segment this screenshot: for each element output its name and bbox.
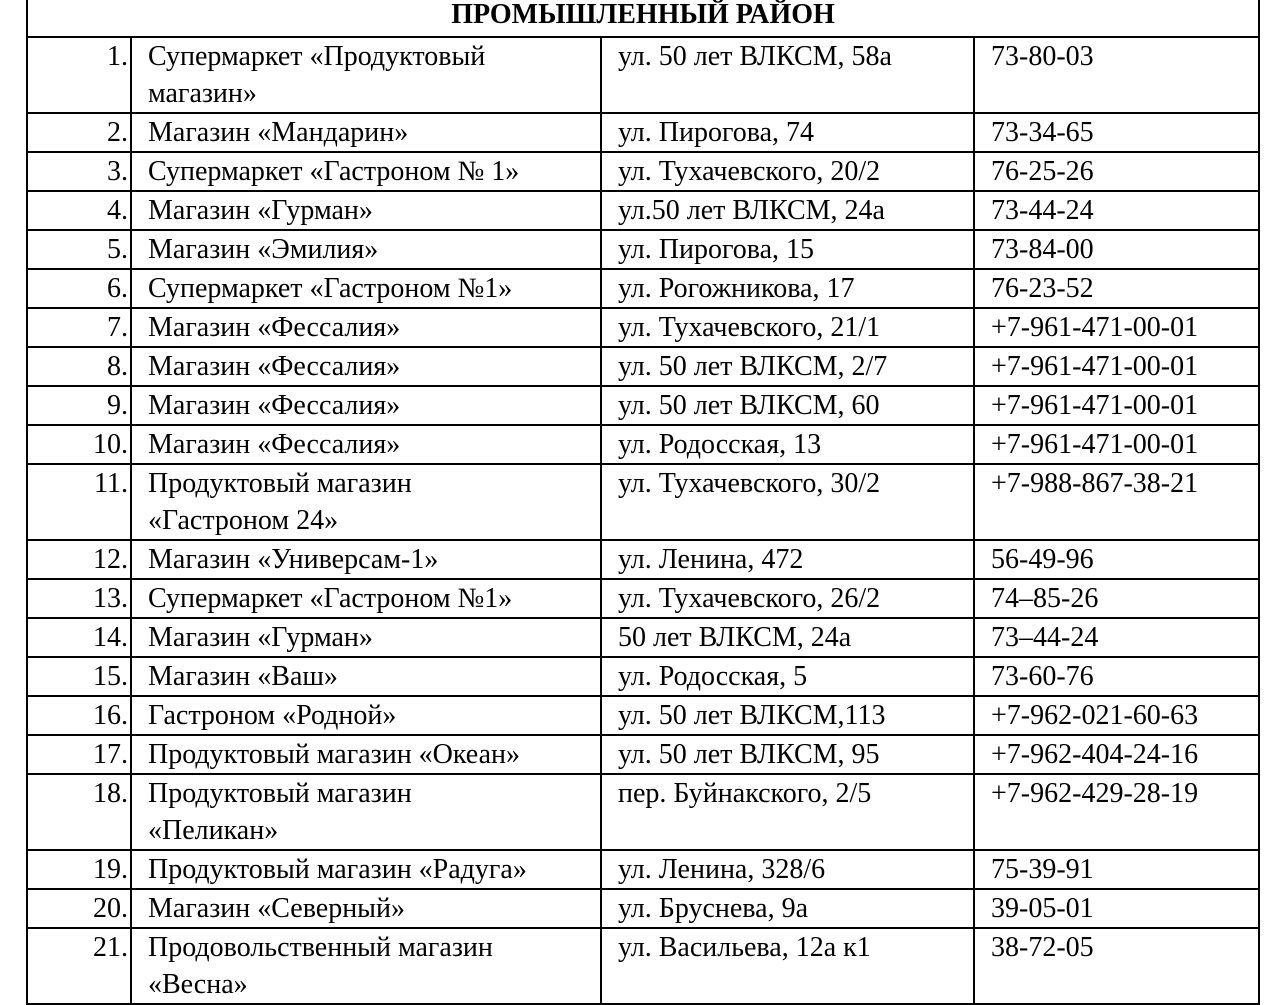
shop-phone: 73-80-03 xyxy=(974,37,1259,113)
shop-name: Магазин «Мандарин» xyxy=(131,113,601,152)
row-number: 11. xyxy=(27,464,131,540)
shop-address: ул. Васильева, 12а к1 xyxy=(601,928,974,1004)
shop-name: Гастроном «Родной» xyxy=(131,696,601,735)
row-number: 16. xyxy=(27,696,131,735)
row-number: 20. xyxy=(27,889,131,928)
table-row xyxy=(27,889,1259,928)
table-row xyxy=(27,928,1259,1004)
table-row xyxy=(27,308,1259,347)
row-number: 12. xyxy=(27,540,131,579)
table-row xyxy=(27,464,1259,540)
shop-address: ул. 50 лет ВЛКСМ, 95 xyxy=(601,735,974,774)
shop-address: 50 лет ВЛКСМ, 24а xyxy=(601,618,974,657)
shop-phone: +7-962-404-24-16 xyxy=(974,735,1259,774)
shop-phone: 75-39-91 xyxy=(974,850,1259,889)
shop-phone: 73–44-24 xyxy=(974,618,1259,657)
table-row xyxy=(27,850,1259,889)
shop-phone: 76-25-26 xyxy=(974,152,1259,191)
shop-name: Магазин «Северный» xyxy=(131,889,601,928)
shop-name: Продовольственный магазин «Весна» xyxy=(131,928,601,1004)
row-number: 3. xyxy=(27,152,131,191)
shop-address: ул. Тухачевского, 21/1 xyxy=(601,308,974,347)
shop-name: Магазин «Фессалия» xyxy=(131,308,601,347)
shop-address: ул. Пирогова, 15 xyxy=(601,230,974,269)
shop-phone: +7-961-471-00-01 xyxy=(974,386,1259,425)
table-row xyxy=(27,37,1259,113)
shop-name: Магазин «Универсам-1» xyxy=(131,540,601,579)
shop-phone: 56-49-96 xyxy=(974,540,1259,579)
table-row xyxy=(27,269,1259,308)
row-number: 7. xyxy=(27,308,131,347)
shop-phone: 74–85-26 xyxy=(974,579,1259,618)
shop-name: Супермаркет «Продуктовый магазин» xyxy=(131,37,601,113)
shop-address: ул. Рогожникова, 17 xyxy=(601,269,974,308)
shop-name: Магазин «Фессалия» xyxy=(131,347,601,386)
row-number: 18. xyxy=(27,774,131,850)
shop-address: ул. Тухачевского, 30/2 xyxy=(601,464,974,540)
shop-address: ул. Родосская, 5 xyxy=(601,657,974,696)
shop-address: ул. 50 лет ВЛКСМ, 2/7 xyxy=(601,347,974,386)
table-row xyxy=(27,425,1259,464)
shop-name: Продуктовый магазин «Гастроном 24» xyxy=(131,464,601,540)
shop-name: Продуктовый магазин «Радуга» xyxy=(131,850,601,889)
row-number: 4. xyxy=(27,191,131,230)
shop-address: ул. Тухачевского, 20/2 xyxy=(601,152,974,191)
shop-phone: +7-961-471-00-01 xyxy=(974,425,1259,464)
table-row xyxy=(27,657,1259,696)
shop-name: Продуктовый магазин «Пеликан» xyxy=(131,774,601,850)
shop-phone: +7-988-867-38-21 xyxy=(974,464,1259,540)
table-row xyxy=(27,774,1259,850)
table-row xyxy=(27,113,1259,152)
row-number: 6. xyxy=(27,269,131,308)
shop-name: Супермаркет «Гастроном №1» xyxy=(131,269,601,308)
table-row xyxy=(27,386,1259,425)
shop-phone: 38-72-05 xyxy=(974,928,1259,1004)
shop-phone: +7-961-471-00-01 xyxy=(974,347,1259,386)
shop-name: Магазин «Гурман» xyxy=(131,191,601,230)
shop-address: ул. Родосская, 13 xyxy=(601,425,974,464)
shop-name: Магазин «Фессалия» xyxy=(131,386,601,425)
table-row xyxy=(27,191,1259,230)
row-number: 2. xyxy=(27,113,131,152)
shop-address: ул. Ленина, 328/6 xyxy=(601,850,974,889)
shop-name: Магазин «Гурман» xyxy=(131,618,601,657)
shop-phone: 73-60-76 xyxy=(974,657,1259,696)
shop-address: ул. 50 лет ВЛКСМ, 58а xyxy=(601,37,974,113)
row-number: 21. xyxy=(27,928,131,1004)
shop-address: ул.50 лет ВЛКСМ, 24а xyxy=(601,191,974,230)
table-row xyxy=(27,696,1259,735)
shop-address: ул. Пирогова, 74 xyxy=(601,113,974,152)
row-number: 17. xyxy=(27,735,131,774)
shops-table xyxy=(26,0,1260,1005)
shop-phone: 73-34-65 xyxy=(974,113,1259,152)
shop-phone: 39-05-01 xyxy=(974,889,1259,928)
table-row xyxy=(27,618,1259,657)
shop-phone: +7-962-021-60-63 xyxy=(974,696,1259,735)
row-number: 1. xyxy=(27,37,131,113)
shop-address: ул. Бруснева, 9а xyxy=(601,889,974,928)
shop-address: пер. Буйнакского, 2/5 xyxy=(601,774,974,850)
shop-name: Супермаркет «Гастроном № 1» xyxy=(131,152,601,191)
table-title-row xyxy=(27,0,1259,37)
row-number: 19. xyxy=(27,850,131,889)
shop-name: Магазин «Ваш» xyxy=(131,657,601,696)
shop-address: ул. 50 лет ВЛКСМ,113 xyxy=(601,696,974,735)
row-number: 15. xyxy=(27,657,131,696)
row-number: 10. xyxy=(27,425,131,464)
table-row xyxy=(27,735,1259,774)
district-title: ПРОМЫШЛЕННЫЙ РАЙОН xyxy=(27,0,1259,37)
shop-phone: +7-961-471-00-01 xyxy=(974,308,1259,347)
shop-name: Продуктовый магазин «Океан» xyxy=(131,735,601,774)
shop-phone: 76-23-52 xyxy=(974,269,1259,308)
shop-phone: 73-84-00 xyxy=(974,230,1259,269)
table-row xyxy=(27,579,1259,618)
shop-name: Магазин «Фессалия» xyxy=(131,425,601,464)
shop-name: Магазин «Эмилия» xyxy=(131,230,601,269)
shop-name: Супермаркет «Гастроном №1» xyxy=(131,579,601,618)
shop-address: ул. Тухачевского, 26/2 xyxy=(601,579,974,618)
table-row xyxy=(27,347,1259,386)
row-number: 9. xyxy=(27,386,131,425)
table-row xyxy=(27,152,1259,191)
row-number: 5. xyxy=(27,230,131,269)
shop-phone: +7-962-429-28-19 xyxy=(974,774,1259,850)
row-number: 14. xyxy=(27,618,131,657)
row-number: 13. xyxy=(27,579,131,618)
shop-address: ул. Ленина, 472 xyxy=(601,540,974,579)
table-row xyxy=(27,230,1259,269)
row-number: 8. xyxy=(27,347,131,386)
shop-phone: 73-44-24 xyxy=(974,191,1259,230)
table-row xyxy=(27,540,1259,579)
shop-address: ул. 50 лет ВЛКСМ, 60 xyxy=(601,386,974,425)
